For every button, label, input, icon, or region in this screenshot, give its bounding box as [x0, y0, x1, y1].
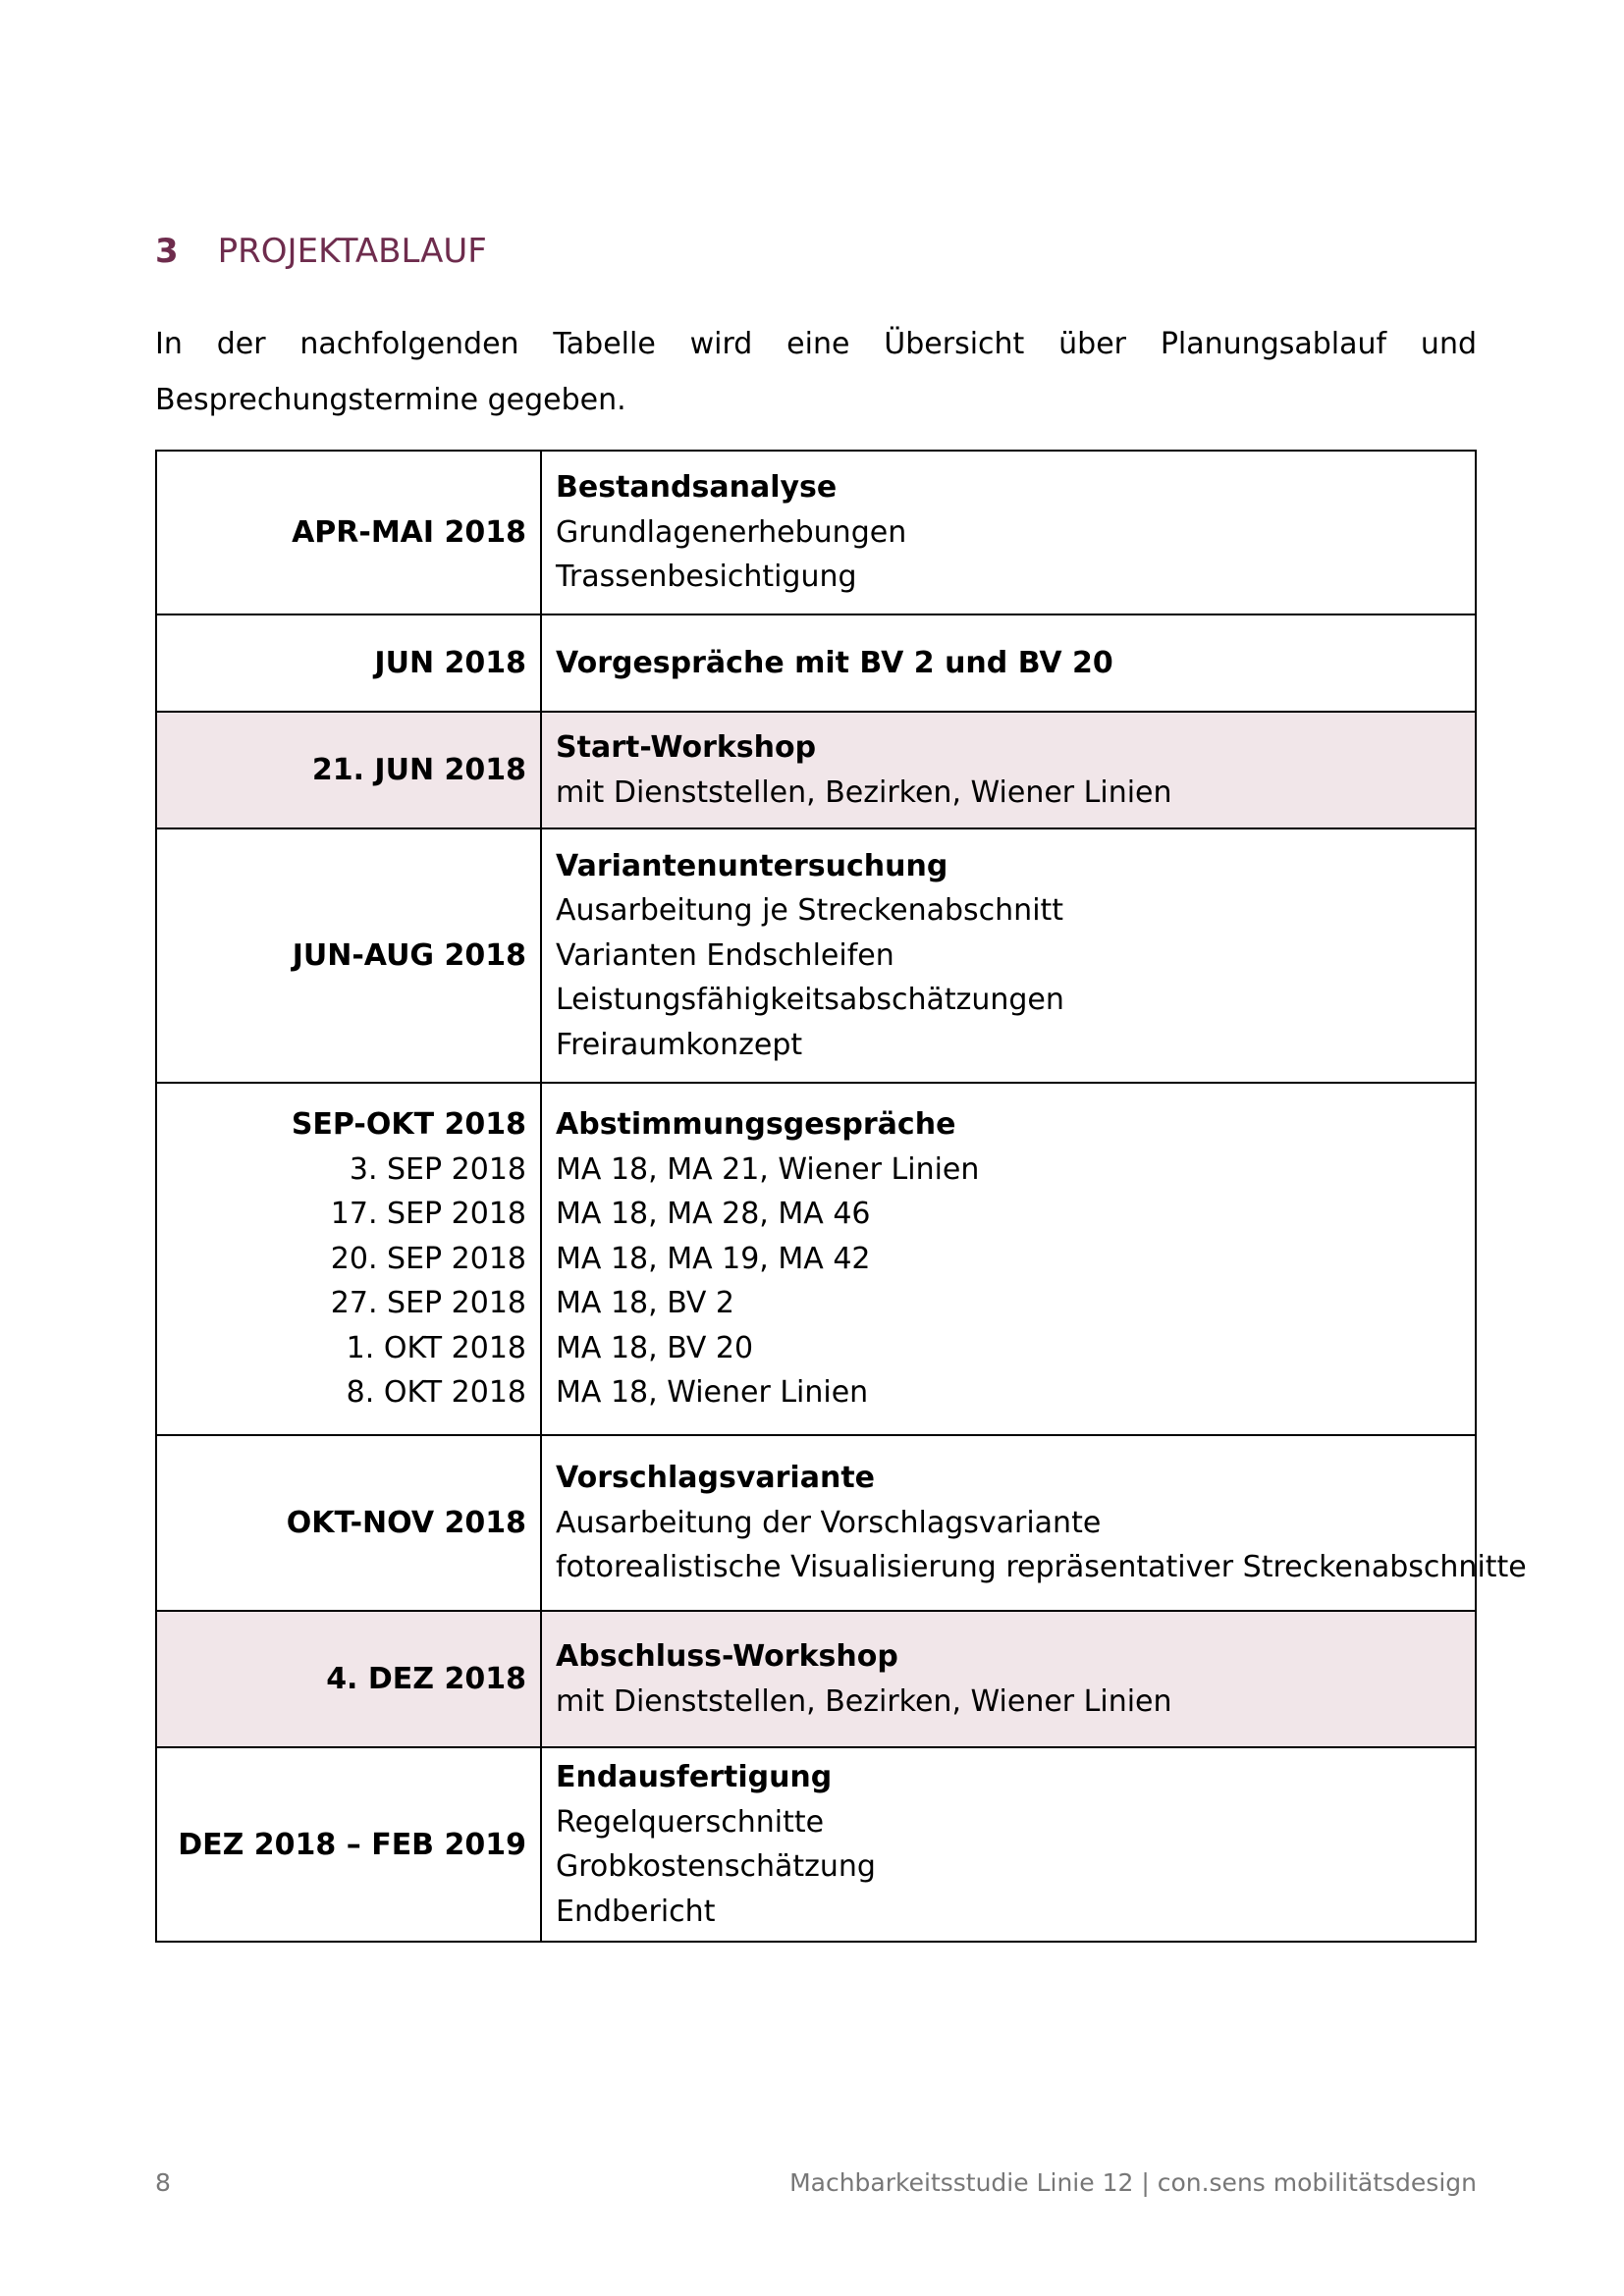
section-heading: [155, 222, 487, 281]
phase-title: Variantenuntersuchung: [556, 848, 948, 883]
schedule-table: [155, 450, 1527, 1943]
phase-item: fotorealistische Visualisierung repräsentativer Streckenabschnitte: [556, 1550, 1527, 1585]
meeting-date: 20. SEP 2018: [330, 1241, 526, 1276]
date-label: APR-MAI 2018: [292, 515, 526, 550]
date-label: 4. DEZ 2018: [326, 1662, 526, 1696]
intro-paragraph: In der nachfolgenden Tabelle wird eine Übersicht über Planungsablauf und Besprechungstermine gegeben.: [155, 327, 1477, 417]
phase-title: Bestandsanalyse: [556, 470, 838, 506]
phase-item: Freiraumkonzept: [556, 1027, 803, 1062]
phase-title: Vorgespräche mit BV 2 und BV 20: [556, 645, 1113, 680]
table-row: [156, 614, 1476, 712]
meeting-participants: MA 18, Wiener Linien: [556, 1375, 869, 1411]
phase-item: mit Dienststellen, Bezirken, Wiener Linien: [556, 1683, 1172, 1719]
date-label: JUN 2018: [374, 646, 526, 680]
table-row: [156, 1435, 1476, 1611]
date-cell: [156, 1747, 541, 1942]
date-cell: [156, 451, 541, 614]
description-cell: [541, 451, 1476, 614]
meeting-participants: MA 18, BV 2: [556, 1286, 734, 1321]
description-cell: [541, 1747, 1476, 1942]
date-cell: [156, 614, 541, 712]
table-row: [156, 1083, 1476, 1435]
meeting-date: 27. SEP 2018: [330, 1286, 526, 1321]
phase-title: Abschluss-Workshop: [556, 1639, 898, 1674]
section-title: PROJEKTABLAUF: [217, 232, 487, 271]
meeting-date: 8. OKT 2018: [346, 1375, 526, 1411]
meeting-participants: MA 18, MA 21, Wiener Linien: [556, 1151, 980, 1187]
table-row: [156, 1747, 1476, 1942]
table-row: [156, 1611, 1476, 1747]
date-cell: [156, 1083, 541, 1435]
section-number: 3: [155, 232, 179, 271]
meeting-participants: MA 18, MA 28, MA 46: [556, 1197, 871, 1232]
phase-title: Start-Workshop: [556, 730, 817, 765]
phase-item: Grundlagenerhebungen: [556, 514, 907, 550]
meeting-date: 17. SEP 2018: [330, 1197, 526, 1232]
page-number: 8: [155, 2168, 171, 2197]
description-cell: [541, 712, 1476, 828]
date-label: DEZ 2018 – FEB 2019: [178, 1827, 526, 1862]
table-row: [156, 828, 1476, 1083]
phase-title: Abstimmungsgespräche: [556, 1107, 956, 1143]
description-cell: [541, 1611, 1476, 1747]
phase-item: Regelquerschnitte: [556, 1804, 825, 1840]
phase-item: mit Dienststellen, Bezirken, Wiener Linien: [556, 774, 1172, 810]
date-label: SEP-OKT 2018: [291, 1107, 526, 1143]
meeting-participants: MA 18, MA 19, MA 42: [556, 1241, 871, 1276]
phase-item: Endbericht: [556, 1894, 716, 1929]
date-label: JUN-AUG 2018: [292, 938, 526, 973]
table-row: [156, 712, 1476, 828]
phase-title: Vorschlagsvariante: [556, 1461, 876, 1496]
description-cell: [541, 614, 1476, 712]
meeting-date: 3. SEP 2018: [349, 1151, 526, 1187]
phase-title: Endausfertigung: [556, 1760, 833, 1794]
date-cell: [156, 1435, 541, 1611]
date-cell: [156, 1611, 541, 1747]
phase-item: Grobkostenschätzung: [556, 1849, 876, 1884]
phase-item: Varianten Endschleifen: [556, 937, 894, 973]
description-cell: [541, 828, 1476, 1083]
date-label: 21. JUN 2018: [311, 753, 526, 787]
meeting-participants: MA 18, BV 20: [556, 1330, 754, 1365]
description-cell: [541, 1083, 1476, 1435]
footer-text: Machbarkeitsstudie Linie 12 | con.sens mobilitätsdesign: [789, 2168, 1477, 2197]
table-row: [156, 451, 1476, 614]
phase-item: Ausarbeitung der Vorschlagsvariante: [556, 1505, 1102, 1540]
phase-item: Leistungsfähigkeitsabschätzungen: [556, 983, 1064, 1018]
date-label: OKT-NOV 2018: [286, 1506, 526, 1540]
date-cell: [156, 712, 541, 828]
meeting-date: 1. OKT 2018: [346, 1330, 526, 1365]
phase-item: Trassenbesichtigung: [556, 560, 857, 595]
description-cell: [541, 1435, 1527, 1611]
date-cell: [156, 828, 541, 1083]
schedule-table-wrapper: [155, 450, 1527, 1943]
phase-item: Ausarbeitung je Streckenabschnitt: [556, 893, 1064, 929]
